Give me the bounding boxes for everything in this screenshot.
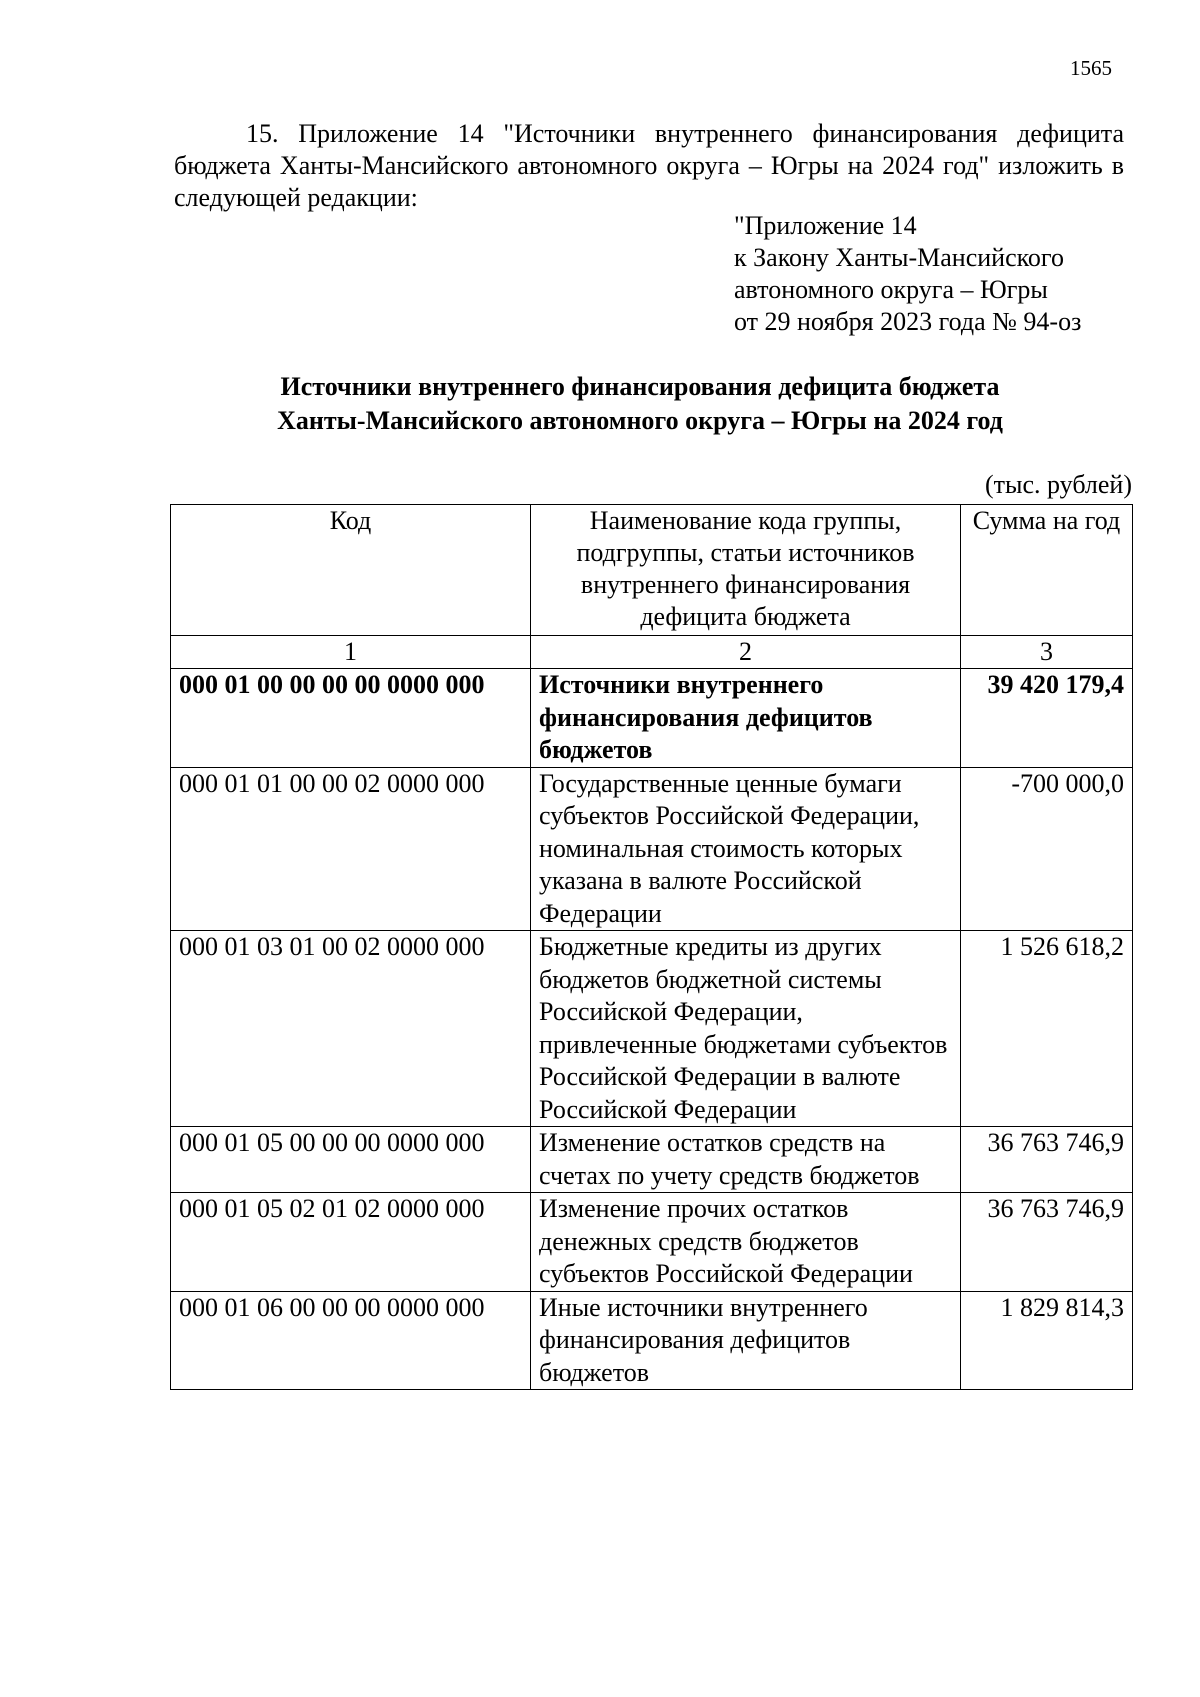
row-name: Изменение прочих остатков денежных средств бюджетов субъектов Российской Федерации [531, 1193, 961, 1292]
row-sum: 1 526 618,2 [961, 931, 1133, 1127]
row-name: Источники внутреннего финансирования дефицитов бюджетов [531, 669, 961, 768]
row-sum: 36 763 746,9 [961, 1127, 1133, 1193]
row-name: Изменение остатков средств на счетах по учету средств бюджетов [531, 1127, 961, 1193]
row-code: 000 01 01 00 00 02 0000 000 [171, 767, 531, 931]
document-title [150, 370, 1130, 438]
table-row [171, 1127, 1133, 1193]
table-row [171, 669, 1133, 768]
table-row [171, 767, 1133, 931]
header-code: Код [171, 505, 531, 636]
column-number: 3 [961, 636, 1133, 669]
row-sum: 36 763 746,9 [961, 1193, 1133, 1292]
row-code: 000 01 00 00 00 00 0000 000 [171, 669, 531, 768]
table-row [171, 1291, 1133, 1390]
table-row [171, 1193, 1133, 1292]
title-line: Источники внутреннего финансирования дефицита бюджета [280, 372, 1000, 401]
row-code: 000 01 06 00 00 00 0000 000 [171, 1291, 531, 1390]
row-code: 000 01 05 00 00 00 0000 000 [171, 1127, 531, 1193]
appendix-line: "Приложение 14 [734, 211, 917, 240]
intro-paragraph: 15. Приложение 14 "Источники внутреннего финансирования дефицита бюджета Ханты-Мансийского автономного округа – Югры на 2024 год" изложить в следующей редакции: [174, 119, 1124, 212]
row-code: 000 01 03 01 00 02 0000 000 [171, 931, 531, 1127]
row-sum: 1 829 814,3 [961, 1291, 1133, 1390]
row-name: Иные источники внутреннего финансирования дефицитов бюджетов [531, 1291, 961, 1390]
financing-sources-table [170, 504, 1133, 1390]
column-number: 2 [531, 636, 961, 669]
row-sum: 39 420 179,4 [961, 669, 1133, 768]
appendix-line: от 29 ноября 2023 года № 94-оз [734, 307, 1082, 336]
row-name: Бюджетные кредиты из других бюджетов бюджетной системы Российской Федерации, привлеченные бюджетами субъектов Российской Федерации в валюте Российской Федерации [531, 931, 961, 1127]
appendix-line: автономного округа – Югры [734, 275, 1048, 304]
table-row [171, 931, 1133, 1127]
header-sum: Сумма на год [961, 505, 1133, 636]
appendix-line: к Закону Ханты-Мансийского [734, 243, 1064, 272]
header-name: Наименование кода группы, подгруппы, статьи источников внутреннего финансирования дефицита бюджета [531, 505, 961, 636]
page-number: 1565 [1070, 56, 1112, 80]
column-number: 1 [171, 636, 531, 669]
table-header-row [171, 505, 1133, 636]
row-name: Государственные ценные бумаги субъектов Российской Федерации, номинальная стоимость которых указана в валюте Российской Федерации [531, 767, 961, 931]
column-number-row [171, 636, 1133, 669]
appendix-reference [734, 210, 1081, 338]
title-line: Ханты-Мансийского автономного округа – Югры на 2024 год [277, 406, 1003, 435]
row-sum: -700 000,0 [961, 767, 1133, 931]
row-code: 000 01 05 02 01 02 0000 000 [171, 1193, 531, 1292]
units-label: (тыс. рублей) [984, 470, 1132, 499]
